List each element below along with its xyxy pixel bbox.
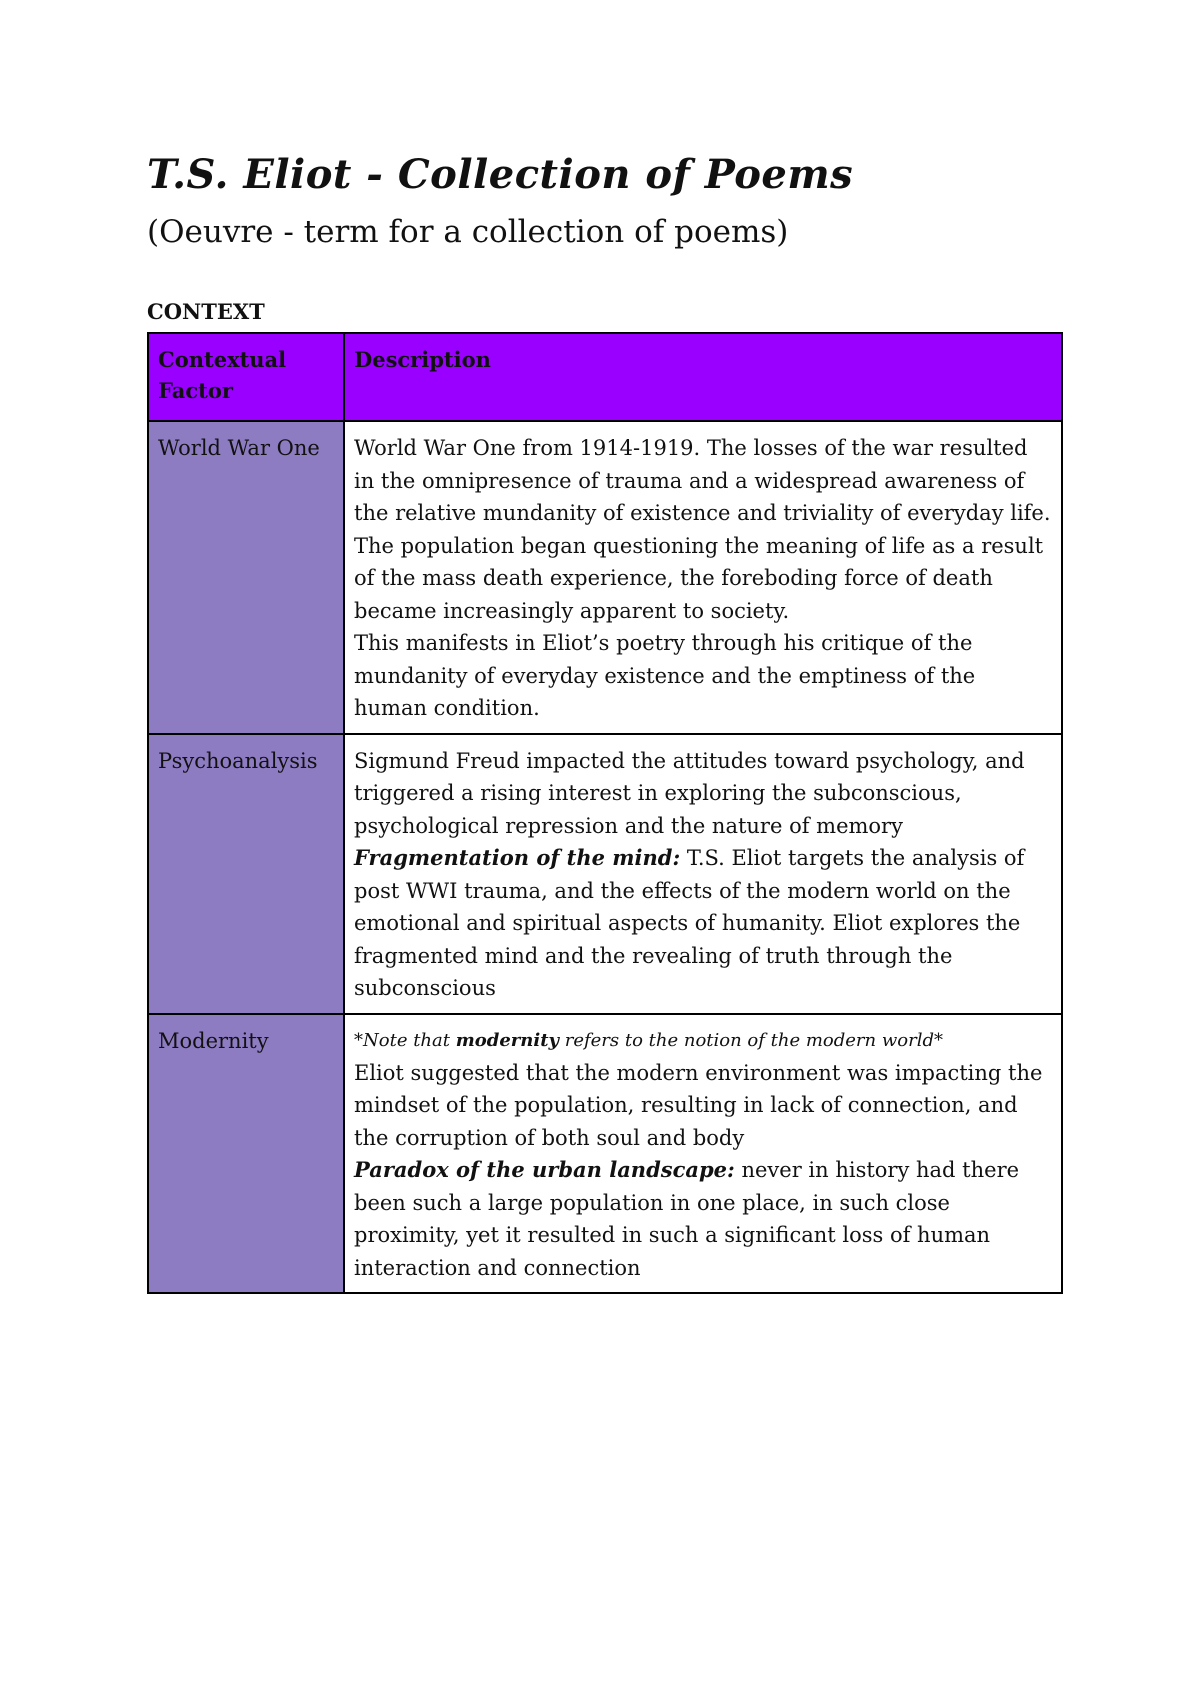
description-paragraph: Eliot suggested that the modern environment was impacting the mindset of the population, resulting in lack of connection, and the corruption of both soul and body <box>354 1060 1043 1150</box>
table-row <box>148 734 1062 1014</box>
section-heading-context: CONTEXT <box>147 299 265 324</box>
table-header-row <box>148 333 1062 421</box>
document-title: T.S. Eliot - Collection of Poems <box>147 151 854 198</box>
description-cell-psychoanalysis <box>344 734 1062 1014</box>
table-row <box>148 421 1062 734</box>
description-paragraph: Sigmund Freud impacted the attitudes toward psychology, and triggered a rising interest in exploring the subconscious, psychological repression and the nature of memory <box>354 748 1025 838</box>
description-paragraph: This manifests in Eliot’s poetry through his critique of the mundanity of everyday existence and the emptiness of the human condition. <box>354 631 976 720</box>
context-table <box>147 332 1063 1294</box>
description-emphasis-paragraph <box>354 842 1052 1005</box>
emphasis-label: Paradox of the urban landscape: <box>354 1157 735 1182</box>
description-emphasis-paragraph <box>354 1154 1052 1284</box>
factor-cell-psychoanalysis: Psychoanalysis <box>148 734 344 1014</box>
table-row <box>148 1014 1062 1294</box>
description-paragraph: World War One from 1914-1919. The losses of the war resulted in the omnipresence of trauma and a widespread awareness of the relative mundanity of existence and triviality of everyday life. The population began questioning the meaning of life as a result of the mass death experience, the foreboding force of death became increasingly apparent to society. <box>354 436 1051 623</box>
document-subtitle: (Oeuvre - term for a collection of poems) <box>147 214 789 250</box>
description-cell-modernity <box>344 1014 1062 1294</box>
note-prefix: *Note that <box>354 1029 456 1051</box>
emphasis-text: never in history had there been such a large population in one place, in such close proximity, yet it resulted in such a significant loss of human interaction and connection <box>354 1158 1020 1280</box>
note-suffix: refers to the notion of the modern world* <box>559 1029 943 1051</box>
header-description: Description <box>344 333 1062 421</box>
document-page <box>147 150 1061 1294</box>
header-contextual-factor: Contextual Factor <box>148 333 344 421</box>
emphasis-text: T.S. Eliot targets the analysis of post WWI trauma, and the effects of the modern world on the emotional and spiritual aspects of humanity. Eliot explores the fragmented mind and the revealing of truth through the subconscious <box>354 846 1025 1000</box>
note-bold-term: modernity <box>455 1029 559 1051</box>
description-cell-world-war-one <box>344 421 1062 734</box>
factor-cell-world-war-one: World War One <box>148 421 344 734</box>
emphasis-label: Fragmentation of the mind: <box>354 845 681 870</box>
modernity-note <box>354 1025 1052 1057</box>
factor-cell-modernity: Modernity <box>148 1014 344 1294</box>
